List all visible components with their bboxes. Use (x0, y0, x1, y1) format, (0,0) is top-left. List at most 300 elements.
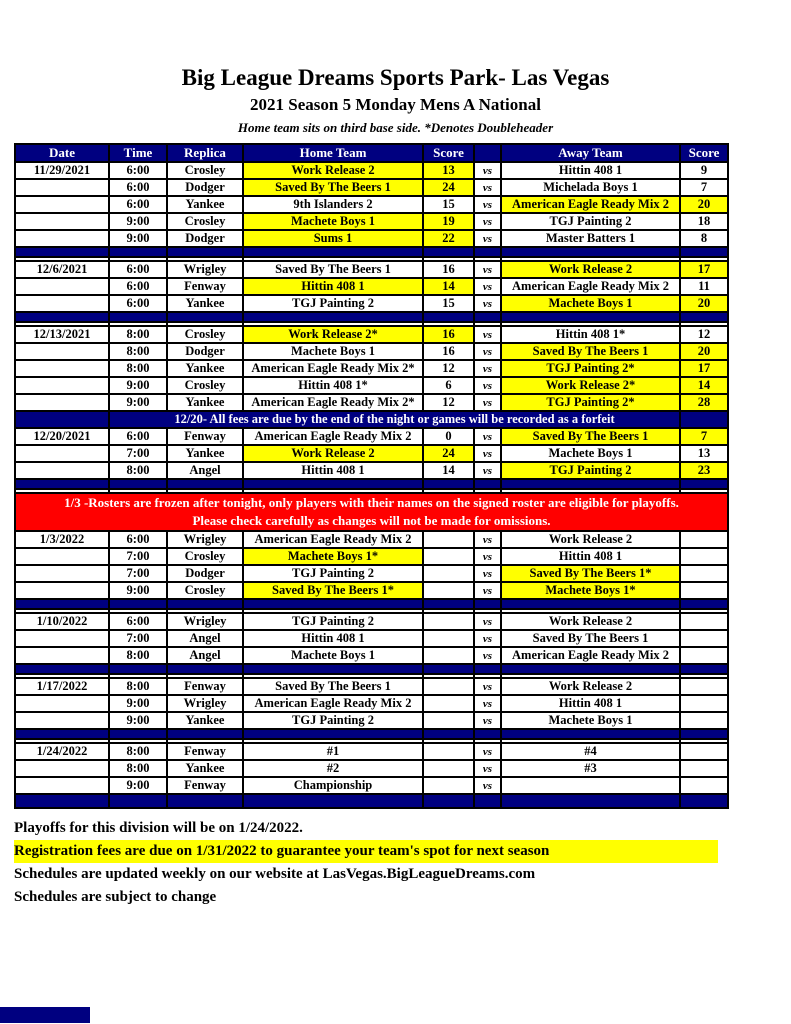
away-team-cell: Machete Boys 1 (501, 445, 680, 462)
time-cell: 9:00 (109, 582, 167, 599)
home-score-cell (423, 630, 474, 647)
separator-cell (167, 664, 243, 674)
home-team-cell: TGJ Painting 2 (243, 712, 423, 729)
replica-cell: Crosley (167, 213, 243, 230)
separator-cell (243, 729, 423, 739)
home-team-cell: Work Release 2 (243, 445, 423, 462)
away-score-cell (680, 647, 728, 664)
date-cell (15, 695, 109, 712)
away-score-cell: 9 (680, 162, 728, 179)
home-team-cell: Machete Boys 1 (243, 213, 423, 230)
vs-cell: vs (474, 647, 501, 664)
header-cell-replica: Replica (167, 144, 243, 162)
away-score-cell (680, 712, 728, 729)
game-row (15, 445, 728, 462)
date-cell: 1/3/2022 (15, 531, 109, 548)
separator-cell (243, 794, 423, 808)
replica-cell: Yankee (167, 445, 243, 462)
time-cell: 7:00 (109, 565, 167, 582)
away-team-cell (501, 777, 680, 794)
separator-cell (15, 479, 109, 489)
away-score-cell (680, 531, 728, 548)
date-cell (15, 278, 109, 295)
separator-cell (501, 664, 680, 674)
separator-cell (109, 664, 167, 674)
separator-cell (167, 729, 243, 739)
date-cell (15, 179, 109, 196)
game-row (15, 647, 728, 664)
home-score-cell: 13 (423, 162, 474, 179)
replica-cell: Fenway (167, 428, 243, 445)
vs-cell: vs (474, 613, 501, 630)
time-cell: 8:00 (109, 760, 167, 777)
separator-row (15, 247, 728, 257)
away-score-cell: 7 (680, 179, 728, 196)
separator-cell (680, 312, 728, 322)
home-score-cell: 12 (423, 394, 474, 411)
home-score-cell (423, 531, 474, 548)
game-row (15, 565, 728, 582)
date-cell (15, 295, 109, 312)
separator-cell (243, 479, 423, 489)
separator-cell (167, 599, 243, 609)
vs-cell: vs (474, 630, 501, 647)
time-cell: 6:00 (109, 278, 167, 295)
vs-cell: vs (474, 162, 501, 179)
separator-cell (243, 599, 423, 609)
home-score-cell: 12 (423, 360, 474, 377)
bottom-left-bar (0, 1007, 90, 1023)
away-score-cell: 20 (680, 295, 728, 312)
separator-cell (680, 664, 728, 674)
replica-cell: Crosley (167, 548, 243, 565)
vs-cell: vs (474, 565, 501, 582)
date-cell (15, 548, 109, 565)
home-team-cell: #1 (243, 743, 423, 760)
separator-cell (680, 729, 728, 739)
replica-cell: Fenway (167, 678, 243, 695)
separator-row (15, 599, 728, 609)
away-team-cell: American Eagle Ready Mix 2 (501, 647, 680, 664)
home-score-cell (423, 743, 474, 760)
home-team-cell: Championship (243, 777, 423, 794)
separator-cell (423, 599, 474, 609)
separator-cell (167, 794, 243, 808)
game-row (15, 230, 728, 247)
game-row (15, 179, 728, 196)
separator-cell (15, 664, 109, 674)
separator-cell (474, 794, 501, 808)
vs-cell: vs (474, 548, 501, 565)
game-row (15, 196, 728, 213)
separator-cell (474, 599, 501, 609)
separator-cell (501, 312, 680, 322)
away-team-cell: TGJ Painting 2* (501, 360, 680, 377)
home-score-cell: 14 (423, 462, 474, 479)
game-row (15, 695, 728, 712)
date-cell (15, 647, 109, 664)
replica-cell: Fenway (167, 777, 243, 794)
replica-cell: Dodger (167, 230, 243, 247)
fees-notice-row (15, 411, 728, 428)
time-cell: 8:00 (109, 326, 167, 343)
game-row (15, 743, 728, 760)
vs-cell: vs (474, 343, 501, 360)
away-team-cell: Saved By The Beers 1 (501, 343, 680, 360)
replica-cell: Angel (167, 647, 243, 664)
roster-banner-row (15, 493, 728, 531)
time-cell: 6:00 (109, 179, 167, 196)
home-team-cell: American Eagle Ready Mix 2 (243, 695, 423, 712)
time-cell: 9:00 (109, 213, 167, 230)
home-team-cell: #2 (243, 760, 423, 777)
date-cell: 12/6/2021 (15, 261, 109, 278)
separator-cell (15, 729, 109, 739)
roster-banner-line2: Please check carefully as changes will not be made for omissions. (192, 513, 551, 528)
separator-cell (474, 664, 501, 674)
away-score-cell (680, 565, 728, 582)
vs-cell: vs (474, 777, 501, 794)
replica-cell: Fenway (167, 278, 243, 295)
away-team-cell: Hittin 408 1 (501, 695, 680, 712)
date-cell (15, 565, 109, 582)
time-cell: 8:00 (109, 360, 167, 377)
date-cell (15, 630, 109, 647)
away-team-cell: Machete Boys 1 (501, 712, 680, 729)
separator-cell (109, 794, 167, 808)
replica-cell: Dodger (167, 565, 243, 582)
home-score-cell (423, 777, 474, 794)
separator-cell (423, 794, 474, 808)
separator-cell (15, 599, 109, 609)
time-cell: 8:00 (109, 743, 167, 760)
game-row (15, 548, 728, 565)
time-cell: 9:00 (109, 712, 167, 729)
replica-cell: Angel (167, 462, 243, 479)
home-score-cell (423, 582, 474, 599)
time-cell: 9:00 (109, 777, 167, 794)
vs-cell: vs (474, 213, 501, 230)
game-row (15, 213, 728, 230)
separator-cell (109, 479, 167, 489)
separator-row (15, 794, 728, 808)
home-score-cell: 16 (423, 343, 474, 360)
away-team-cell: TGJ Painting 2 (501, 213, 680, 230)
replica-cell: Dodger (167, 179, 243, 196)
separator-cell (243, 664, 423, 674)
away-team-cell: Work Release 2 (501, 678, 680, 695)
roster-banner-line1: 1/3 -Rosters are frozen after tonight, only players with their names on the signed roster are eligible for playoffs. (64, 495, 679, 510)
game-row (15, 162, 728, 179)
away-team-cell: Saved By The Beers 1 (501, 428, 680, 445)
home-team-cell: Hittin 408 1 (243, 462, 423, 479)
away-score-cell (680, 582, 728, 599)
away-score-cell (680, 695, 728, 712)
page-note: Home team sits on third base side. *Denotes Doubleheader (237, 120, 554, 135)
home-score-cell (423, 760, 474, 777)
home-score-cell: 16 (423, 261, 474, 278)
home-team-cell: Sums 1 (243, 230, 423, 247)
home-team-cell: Work Release 2 (243, 162, 423, 179)
time-cell: 6:00 (109, 261, 167, 278)
replica-cell: Yankee (167, 760, 243, 777)
time-cell: 8:00 (109, 647, 167, 664)
away-score-cell: 17 (680, 261, 728, 278)
game-row (15, 462, 728, 479)
home-team-cell: American Eagle Ready Mix 2 (243, 531, 423, 548)
away-score-cell: 11 (680, 278, 728, 295)
away-team-cell: American Eagle Ready Mix 2 (501, 278, 680, 295)
home-score-cell: 14 (423, 278, 474, 295)
away-score-cell: 14 (680, 377, 728, 394)
away-score-cell (680, 760, 728, 777)
date-cell (15, 712, 109, 729)
away-team-cell: Machete Boys 1 (501, 295, 680, 312)
time-cell: 7:00 (109, 548, 167, 565)
home-score-cell: 22 (423, 230, 474, 247)
separator-cell (501, 599, 680, 609)
date-cell (15, 360, 109, 377)
game-row (15, 678, 728, 695)
away-team-cell: Saved By The Beers 1 (501, 630, 680, 647)
notice-right-cell (680, 411, 728, 428)
notice-left-cell (15, 411, 109, 428)
game-row (15, 343, 728, 360)
vs-cell: vs (474, 360, 501, 377)
date-cell (15, 777, 109, 794)
replica-cell: Crosley (167, 326, 243, 343)
vs-cell: vs (474, 678, 501, 695)
schedule-table (14, 143, 729, 809)
separator-cell (109, 247, 167, 257)
date-cell (15, 196, 109, 213)
away-team-cell: TGJ Painting 2* (501, 394, 680, 411)
home-team-cell: Saved By The Beers 1* (243, 582, 423, 599)
home-team-cell: TGJ Painting 2 (243, 295, 423, 312)
replica-cell: Yankee (167, 360, 243, 377)
away-team-cell: Michelada Boys 1 (501, 179, 680, 196)
separator-cell (167, 479, 243, 489)
vs-cell: vs (474, 445, 501, 462)
away-team-cell: Hittin 408 1 (501, 548, 680, 565)
fees-notice-text: 12/20- All fees are due by the end of the night or games will be recorded as a forfeit (109, 411, 680, 428)
page-title: Big League Dreams Sports Park- Las Vegas (181, 65, 610, 90)
home-team-cell: TGJ Painting 2 (243, 613, 423, 630)
vs-cell: vs (474, 377, 501, 394)
game-row (15, 630, 728, 647)
time-cell: 6:00 (109, 295, 167, 312)
replica-cell: Yankee (167, 196, 243, 213)
away-score-cell (680, 630, 728, 647)
header-cell-time: Time (109, 144, 167, 162)
separator-cell (109, 599, 167, 609)
date-cell (15, 582, 109, 599)
separator-cell (680, 794, 728, 808)
away-score-cell: 20 (680, 343, 728, 360)
away-team-cell: Work Release 2 (501, 261, 680, 278)
date-cell: 1/17/2022 (15, 678, 109, 695)
home-score-cell: 6 (423, 377, 474, 394)
header-cell-away-score: Score (680, 144, 728, 162)
separator-cell (167, 312, 243, 322)
replica-cell: Yankee (167, 295, 243, 312)
home-score-cell: 15 (423, 295, 474, 312)
time-cell: 6:00 (109, 162, 167, 179)
separator-cell (423, 479, 474, 489)
game-row (15, 582, 728, 599)
replica-cell: Fenway (167, 743, 243, 760)
separator-cell (167, 247, 243, 257)
home-team-cell: Work Release 2* (243, 326, 423, 343)
away-team-cell: TGJ Painting 2 (501, 462, 680, 479)
away-score-cell: 20 (680, 196, 728, 213)
away-score-cell: 17 (680, 360, 728, 377)
away-team-cell: Master Batters 1 (501, 230, 680, 247)
away-score-cell (680, 743, 728, 760)
page-header (0, 0, 791, 137)
footer-line: Schedules are updated weekly on our website at LasVegas.BigLeagueDreams.com (14, 866, 536, 882)
home-score-cell (423, 712, 474, 729)
replica-cell: Yankee (167, 712, 243, 729)
date-cell (15, 760, 109, 777)
time-cell: 6:00 (109, 428, 167, 445)
game-row (15, 613, 728, 630)
away-score-cell (680, 548, 728, 565)
game-row (15, 428, 728, 445)
separator-cell (15, 312, 109, 322)
vs-cell: vs (474, 326, 501, 343)
away-team-cell: Hittin 408 1 (501, 162, 680, 179)
away-score-cell: 12 (680, 326, 728, 343)
footer-line: Playoffs for this division will be on 1/24/2022. (14, 820, 303, 836)
separator-cell (680, 599, 728, 609)
separator-cell (423, 312, 474, 322)
date-cell (15, 230, 109, 247)
vs-cell: vs (474, 582, 501, 599)
date-cell: 11/29/2021 (15, 162, 109, 179)
home-score-cell: 24 (423, 445, 474, 462)
separator-cell (15, 794, 109, 808)
home-team-cell: Machete Boys 1 (243, 647, 423, 664)
home-team-cell: Saved By The Beers 1 (243, 179, 423, 196)
away-score-cell: 7 (680, 428, 728, 445)
separator-cell (474, 729, 501, 739)
header-cell-away-team: Away Team (501, 144, 680, 162)
home-team-cell: 9th Islanders 2 (243, 196, 423, 213)
home-team-cell: American Eagle Ready Mix 2* (243, 360, 423, 377)
home-score-cell: 0 (423, 428, 474, 445)
vs-cell: vs (474, 531, 501, 548)
away-team-cell: Machete Boys 1* (501, 582, 680, 599)
date-cell: 12/20/2021 (15, 428, 109, 445)
game-row (15, 326, 728, 343)
home-score-cell (423, 695, 474, 712)
home-score-cell (423, 548, 474, 565)
date-cell (15, 213, 109, 230)
replica-cell: Crosley (167, 162, 243, 179)
vs-cell: vs (474, 743, 501, 760)
away-team-cell: Work Release 2* (501, 377, 680, 394)
home-team-cell: Saved By The Beers 1 (243, 678, 423, 695)
date-cell (15, 462, 109, 479)
separator-cell (501, 794, 680, 808)
time-cell: 8:00 (109, 462, 167, 479)
header-cell-home-team: Home Team (243, 144, 423, 162)
vs-cell: vs (474, 230, 501, 247)
separator-cell (474, 479, 501, 489)
home-score-cell (423, 613, 474, 630)
vs-cell: vs (474, 712, 501, 729)
separator-cell (109, 729, 167, 739)
separator-row (15, 664, 728, 674)
separator-cell (15, 247, 109, 257)
footer-notes (14, 817, 791, 909)
vs-cell: vs (474, 695, 501, 712)
home-score-cell (423, 647, 474, 664)
replica-cell: Dodger (167, 343, 243, 360)
home-team-cell: Hittin 408 1 (243, 630, 423, 647)
home-team-cell: American Eagle Ready Mix 2 (243, 428, 423, 445)
home-team-cell: Machete Boys 1* (243, 548, 423, 565)
replica-cell: Crosley (167, 582, 243, 599)
date-cell (15, 343, 109, 360)
separator-cell (474, 312, 501, 322)
vs-cell: vs (474, 394, 501, 411)
vs-cell: vs (474, 760, 501, 777)
home-team-cell: Machete Boys 1 (243, 343, 423, 360)
replica-cell: Yankee (167, 394, 243, 411)
vs-cell: vs (474, 261, 501, 278)
time-cell: 6:00 (109, 613, 167, 630)
header-cell-home-score: Score (423, 144, 474, 162)
page-subtitle: 2021 Season 5 Monday Mens A National (250, 95, 541, 114)
separator-row (15, 312, 728, 322)
home-score-cell (423, 565, 474, 582)
home-team-cell: American Eagle Ready Mix 2* (243, 394, 423, 411)
home-score-cell: 16 (423, 326, 474, 343)
separator-cell (109, 312, 167, 322)
date-cell: 1/24/2022 (15, 743, 109, 760)
home-score-cell: 24 (423, 179, 474, 196)
replica-cell: Wrigley (167, 695, 243, 712)
away-score-cell (680, 613, 728, 630)
home-score-cell: 15 (423, 196, 474, 213)
away-score-cell: 13 (680, 445, 728, 462)
vs-cell: vs (474, 196, 501, 213)
separator-cell (474, 247, 501, 257)
game-row (15, 531, 728, 548)
date-cell (15, 445, 109, 462)
vs-cell: vs (474, 428, 501, 445)
registration-highlight-line: Registration fees are due on 1/31/2022 to guarantee your team's spot for next season (14, 840, 718, 863)
header-cell-vs (474, 144, 501, 162)
separator-cell (243, 247, 423, 257)
game-row (15, 712, 728, 729)
replica-cell: Wrigley (167, 531, 243, 548)
date-cell: 1/10/2022 (15, 613, 109, 630)
game-row (15, 295, 728, 312)
away-score-cell: 8 (680, 230, 728, 247)
time-cell: 9:00 (109, 230, 167, 247)
time-cell: 7:00 (109, 445, 167, 462)
date-cell (15, 394, 109, 411)
away-score-cell: 23 (680, 462, 728, 479)
separator-cell (423, 729, 474, 739)
home-score-cell: 19 (423, 213, 474, 230)
away-team-cell: Hittin 408 1* (501, 326, 680, 343)
away-team-cell: Saved By The Beers 1* (501, 565, 680, 582)
separator-cell (243, 312, 423, 322)
